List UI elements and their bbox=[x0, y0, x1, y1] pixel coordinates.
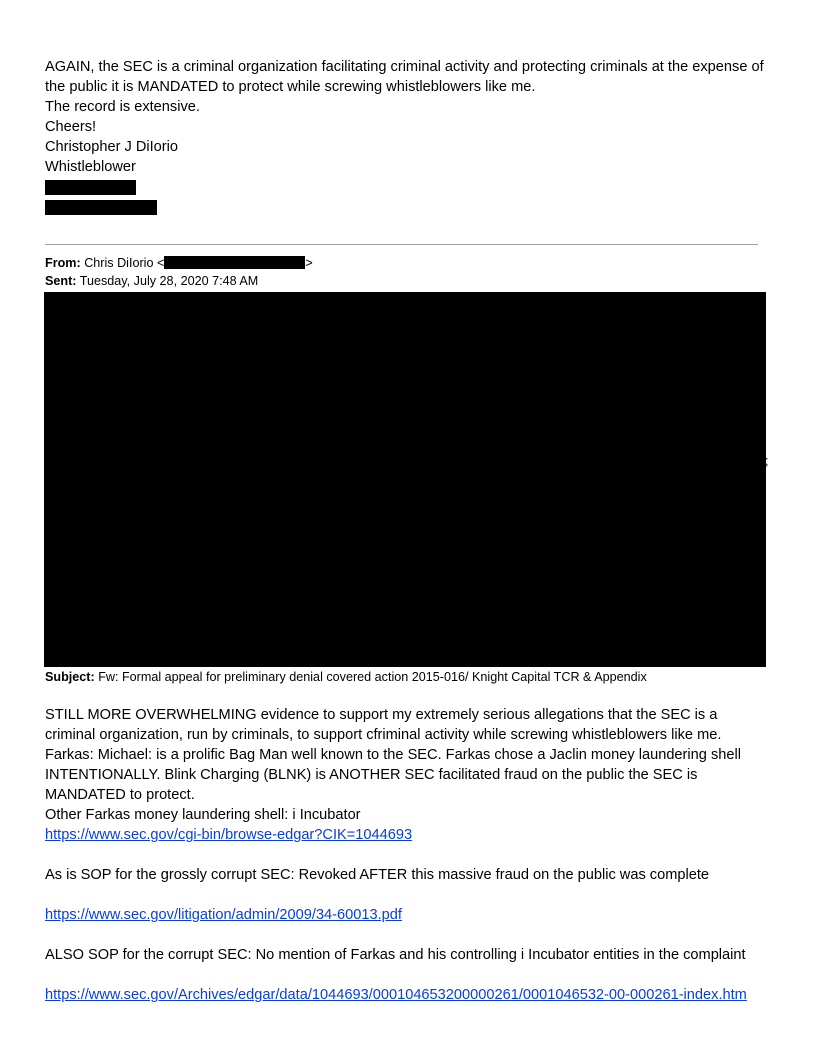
body-line: ALSO SOP for the corrupt SEC: No mention of Farkas and his controlling i Incubator entities in the complaint bbox=[45, 947, 746, 963]
redaction-bar bbox=[164, 256, 305, 269]
signature-title: Whistleblower bbox=[45, 159, 136, 175]
body-paragraph: STILL MORE OVERWHELMING evidence to support my extremely serious allegations that the SEC is a criminal organization, run by criminals, to support cfriminal activity while screwing whistleblowers like me. bbox=[45, 707, 722, 743]
intro-line-record: The record is extensive. bbox=[45, 99, 200, 115]
intro-paragraph: AGAIN, the SEC is a criminal organization facilitating criminal activity and protecting criminals at the expense of the public it is MANDATED to protect while screwing whistleblowers like me. bbox=[45, 59, 764, 95]
link-archives bbox=[45, 985, 747, 1005]
link-edgar-browse bbox=[45, 825, 412, 845]
hyperlink[interactable]: https://www.sec.gov/litigation/admin/2009/34-60013.pdf bbox=[45, 907, 402, 923]
sent-line bbox=[45, 272, 258, 290]
from-label: From: bbox=[45, 256, 81, 270]
subject-line bbox=[45, 668, 647, 686]
body-line: Other Farkas money laundering shell: i Incubator bbox=[45, 807, 361, 823]
subject-label: Subject: bbox=[45, 670, 95, 684]
divider bbox=[45, 244, 758, 245]
signature-name: Christopher J DiIorio bbox=[45, 139, 179, 155]
subject-value: Fw: Formal appeal for preliminary denial covered action 2015-016/ Knight Capital TCR & Appendix bbox=[98, 670, 647, 684]
hyperlink[interactable]: https://www.sec.gov/cgi-bin/browse-edgar?CIK=1044693 bbox=[45, 827, 413, 843]
redaction-block bbox=[44, 292, 766, 667]
redaction-bar bbox=[45, 200, 157, 215]
sent-value: Tuesday, July 28, 2020 7:48 AM bbox=[79, 274, 259, 288]
from-line bbox=[45, 254, 313, 272]
stray-character: ; bbox=[765, 454, 769, 468]
body-paragraph: Farkas: Michael: is a prolific Bag Man well known to the SEC. Farkas chose a Jaclin money laundering shell INTENTIONALLY. Blink Charging (BLNK) is ANOTHER SEC facilitated fraud on the public the SEC is MANDATED to protect. bbox=[45, 747, 741, 803]
hyperlink[interactable]: https://www.sec.gov/Archives/edgar/data/1044693/000104653200000261/0001046532-00-000261-index.htm bbox=[45, 987, 747, 1003]
redaction-bar bbox=[45, 180, 136, 195]
sent-label: Sent: bbox=[45, 274, 77, 288]
from-close: > bbox=[305, 256, 313, 270]
intro-line-cheers: Cheers! bbox=[45, 119, 97, 135]
from-name: Chris DiIorio < bbox=[84, 256, 165, 270]
body-line: As is SOP for the grossly corrupt SEC: Revoked AFTER this massive fraud on the public was complete bbox=[45, 867, 710, 883]
link-litigation bbox=[45, 905, 402, 925]
